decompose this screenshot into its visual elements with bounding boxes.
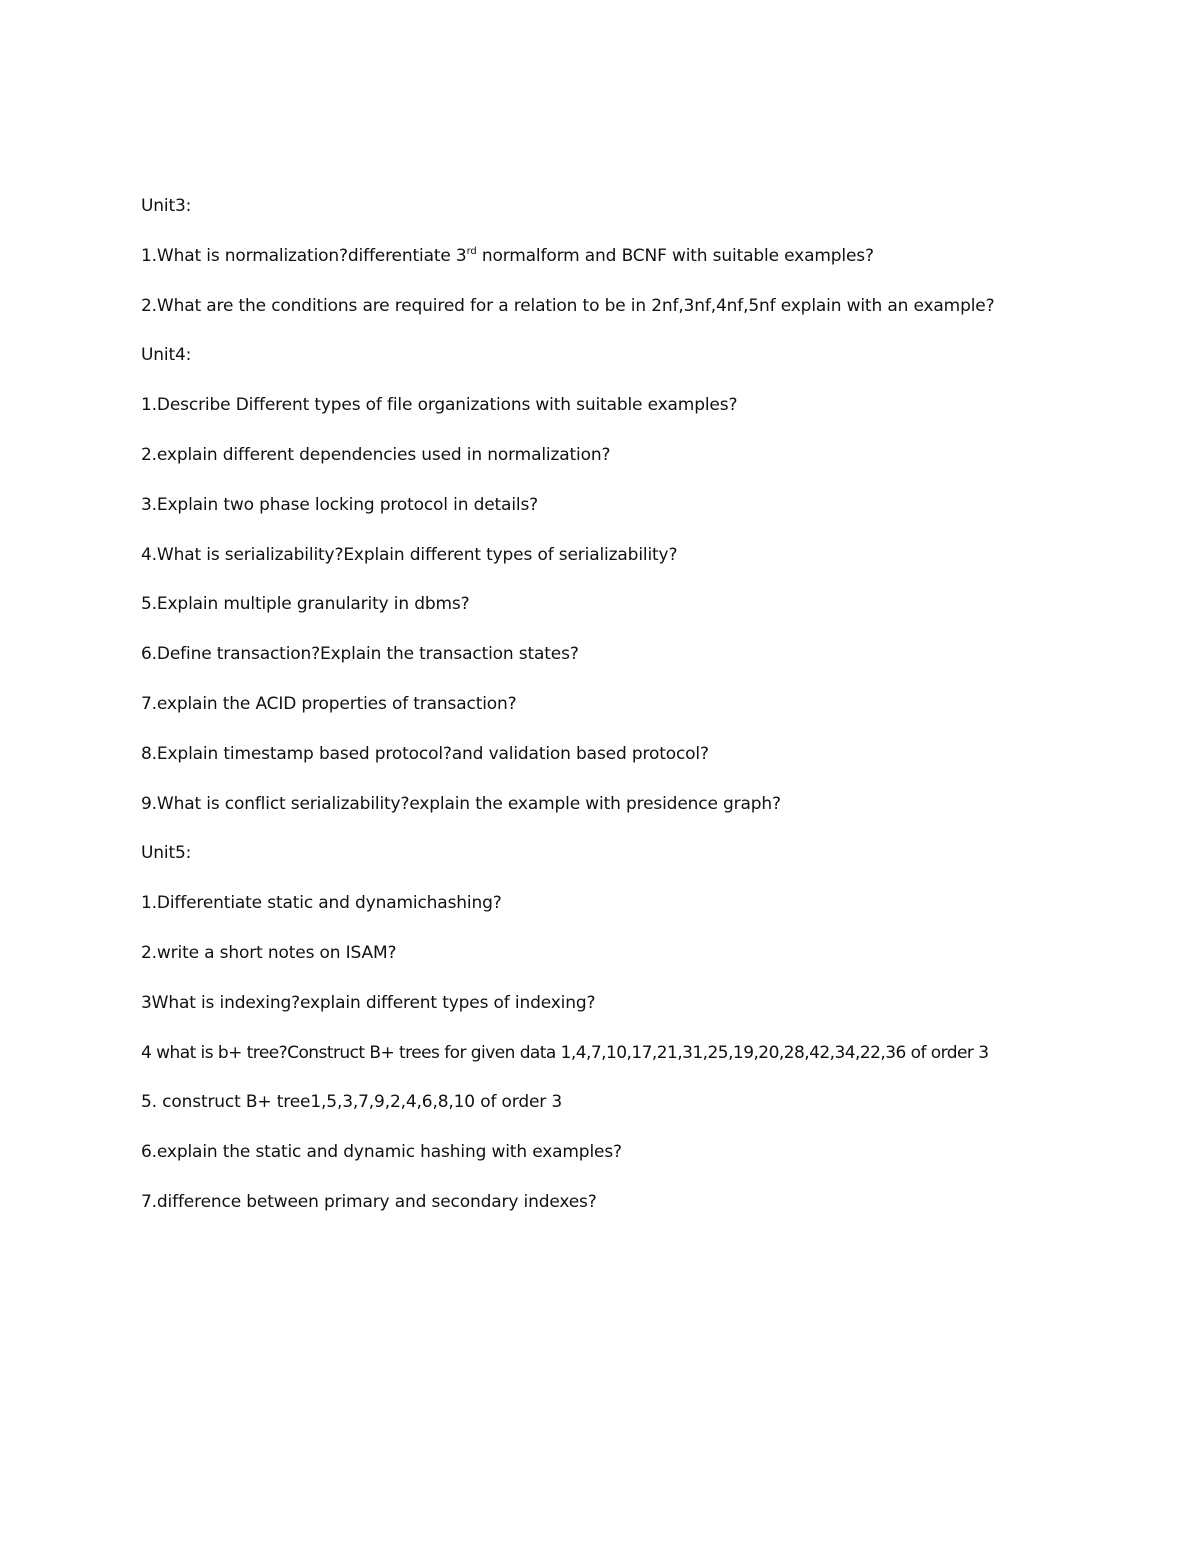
unit4-question-7: 7.explain the ACID properties of transaction?: [141, 693, 517, 714]
unit4-question-9: 9.What is conflict serializability?explain the example with presidence graph?: [141, 793, 781, 814]
unit4-question-6: 6.Define transaction?Explain the transaction states?: [141, 644, 579, 665]
unit5-question-5: 5. construct B+ tree1,5,3,7,9,2,4,6,8,10 of order 3: [141, 1092, 563, 1113]
unit5-question-7: 7.difference between primary and secondary indexes?: [141, 1191, 597, 1212]
unit3-heading: Unit3:: [141, 196, 192, 216]
unit3-question-1: [141, 241, 1171, 291]
unit3-question-1-text: 1.What is normalization?differentiate 3: [141, 245, 467, 266]
unit4-question-5: 5.Explain multiple granularity in dbms?: [141, 594, 470, 615]
unit4-question-3: 3.Explain two phase locking protocol in details?: [141, 494, 539, 515]
ordinal-superscript: rd: [466, 245, 477, 257]
unit5-question-3: 3What is indexing?explain different types of indexing?: [141, 992, 596, 1013]
unit5-heading: Unit5:: [141, 843, 192, 864]
unit4-question-4: 4.What is serializability?Explain different types of serializability?: [141, 544, 678, 565]
unit5-question-2: 2.write a short notes on ISAM?: [141, 942, 397, 963]
unit4-question-1: 1.Describe Different types of file organizations with suitable examples?: [141, 395, 738, 416]
unit5-question-1: 1.Differentiate static and dynamichashing?: [141, 893, 502, 914]
unit4-heading: Unit4:: [141, 345, 192, 366]
document-body: [141, 191, 1171, 1237]
unit3-question-1-rest: normalform and BCNF with suitable examples?: [476, 245, 874, 266]
unit4-question-8: 8.Explain timestamp based protocol?and validation based protocol?: [141, 743, 709, 764]
unit3-question-2: 2.What are the conditions are required for a relation to be in 2nf,3nf,4nf,5nf explain with an example?: [141, 295, 995, 316]
unit5-question-6: 6.explain the static and dynamic hashing with examples?: [141, 1142, 622, 1163]
unit4-question-2: 2.explain different dependencies used in normalization?: [141, 444, 611, 465]
unit5-question-4: 4 what is b+ tree?Construct B+ trees for given data 1,4,7,10,17,21,31,25,19,20,28,42,34,22,36 of order 3: [141, 1042, 989, 1063]
